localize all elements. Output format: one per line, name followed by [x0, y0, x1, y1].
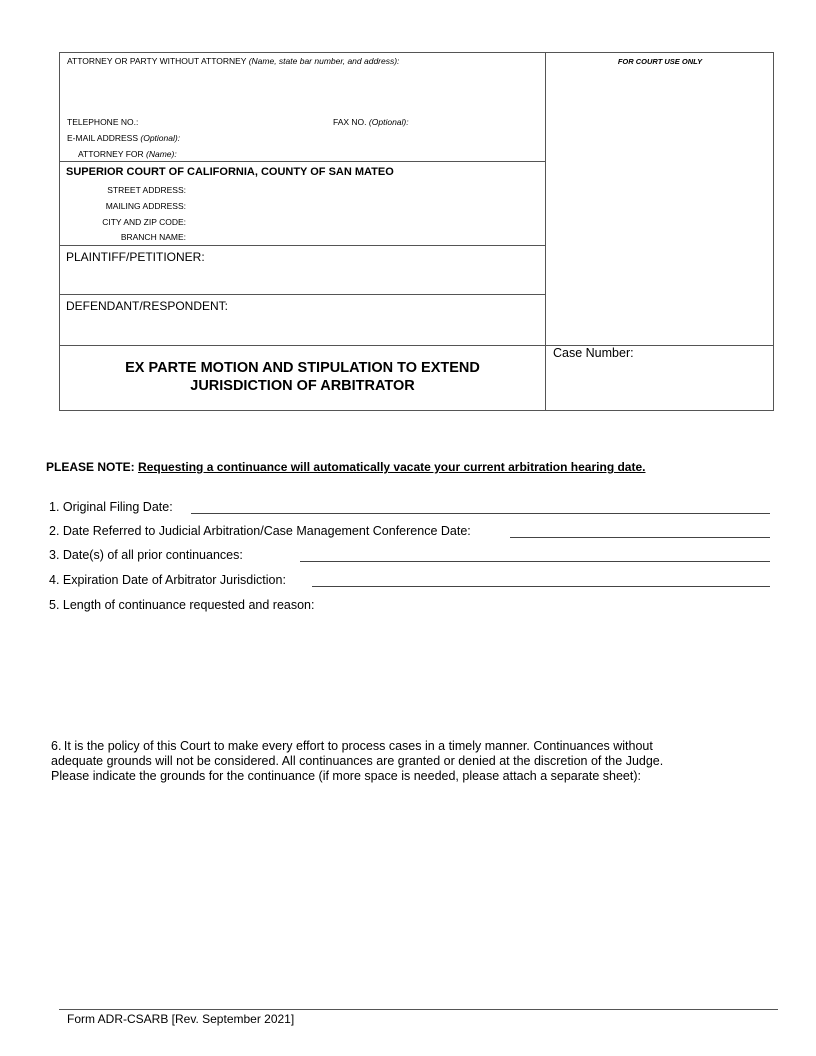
grounds-input[interactable] — [49, 790, 770, 990]
form-id: Form ADR-CSARB [Rev. September 2021] — [67, 1012, 295, 1026]
attorney-for-label-text: ATTORNEY FOR — [78, 149, 144, 159]
case-number-label: Case Number: — [553, 346, 634, 360]
prior-continuances-field[interactable] — [300, 561, 770, 562]
fax-label-hint: (Optional): — [368, 117, 409, 127]
fax-label — [333, 117, 409, 127]
court-use-label: FOR COURT USE ONLY — [617, 57, 703, 66]
defendant-input[interactable] — [66, 315, 536, 341]
item-date-referred: 2. Date Referred to Judicial Arbitration/Case Management Conference Date: — [49, 524, 471, 538]
plaintiff-label: PLAINTIFF/PETITIONER: — [66, 250, 205, 264]
please-note — [46, 460, 646, 474]
attorney-input-area[interactable] — [66, 68, 536, 112]
title-row-divider — [59, 345, 774, 346]
email-label-hint: (Optional): — [140, 133, 181, 143]
item-court-policy-line1: 6. It is the policy of this Court to make every effort to process cases in a timely manner. Continuances without — [51, 739, 653, 753]
item-length-of-continuance: 5. Length of continuance requested and reason: — [49, 598, 315, 612]
street-address-label: STREET ADDRESS: — [107, 185, 186, 195]
case-number-input[interactable] — [553, 364, 767, 404]
item-prior-continuances: 3. Date(s) of all prior continuances: — [49, 548, 243, 562]
court-name: SUPERIOR COURT OF CALIFORNIA, COUNTY OF SAN MATEO — [66, 166, 394, 178]
attorney-for-label-hint: (Name): — [146, 149, 177, 159]
attorney-label-text: ATTORNEY OR PARTY WITHOUT ATTORNEY — [67, 56, 247, 66]
fax-label-text: FAX NO. — [333, 117, 367, 127]
item-court-policy — [51, 739, 663, 784]
branch-name-label: BRANCH NAME: — [120, 232, 186, 242]
email-label — [67, 133, 180, 143]
caption-divider — [545, 52, 546, 411]
attorney-court-divider — [59, 161, 546, 162]
footer-rule — [59, 1009, 778, 1010]
mailing-address-label: MAILING ADDRESS: — [105, 201, 186, 211]
item-court-policy-line3: Please indicate the grounds for the continuance (if more space is needed, please attach a separate sheet): — [51, 769, 641, 783]
city-zip-label: CITY AND ZIP CODE: — [102, 217, 186, 227]
attorney-label-hint: (Name, state bar number, and address): — [248, 56, 400, 66]
attorney-for-label — [78, 149, 177, 159]
form-title-line2: JURISDICTION OF ARBITRATOR — [190, 378, 415, 394]
please-note-prefix: PLEASE NOTE: — [46, 460, 135, 474]
email-label-text: E-MAIL ADDRESS — [67, 133, 139, 143]
defendant-label: DEFENDANT/RESPONDENT: — [66, 299, 229, 313]
length-reason-input[interactable] — [49, 618, 770, 728]
expiration-date-field[interactable] — [312, 586, 770, 587]
court-plaintiff-divider — [59, 245, 546, 246]
form-title — [60, 359, 545, 395]
form-title-line1: EX PARTE MOTION AND STIPULATION TO EXTEND — [125, 360, 480, 376]
telephone-label: TELEPHONE NO.: — [67, 117, 139, 127]
plaintiff-defendant-divider — [59, 294, 546, 295]
item-court-policy-line2: adequate grounds will not be considered. All continuances are granted or denied at the discretion of the Judge. — [51, 754, 664, 768]
original-filing-date-field[interactable] — [191, 513, 770, 514]
attorney-label — [67, 56, 399, 66]
item-expiration-date: 4. Expiration Date of Arbitrator Jurisdiction: — [49, 573, 286, 587]
item-original-filing-date: 1. Original Filing Date: — [49, 500, 173, 514]
please-note-text: Requesting a continuance will automatically vacate your current arbitration hearing date. — [138, 460, 646, 474]
date-referred-field[interactable] — [510, 537, 770, 538]
plaintiff-input[interactable] — [66, 266, 536, 290]
